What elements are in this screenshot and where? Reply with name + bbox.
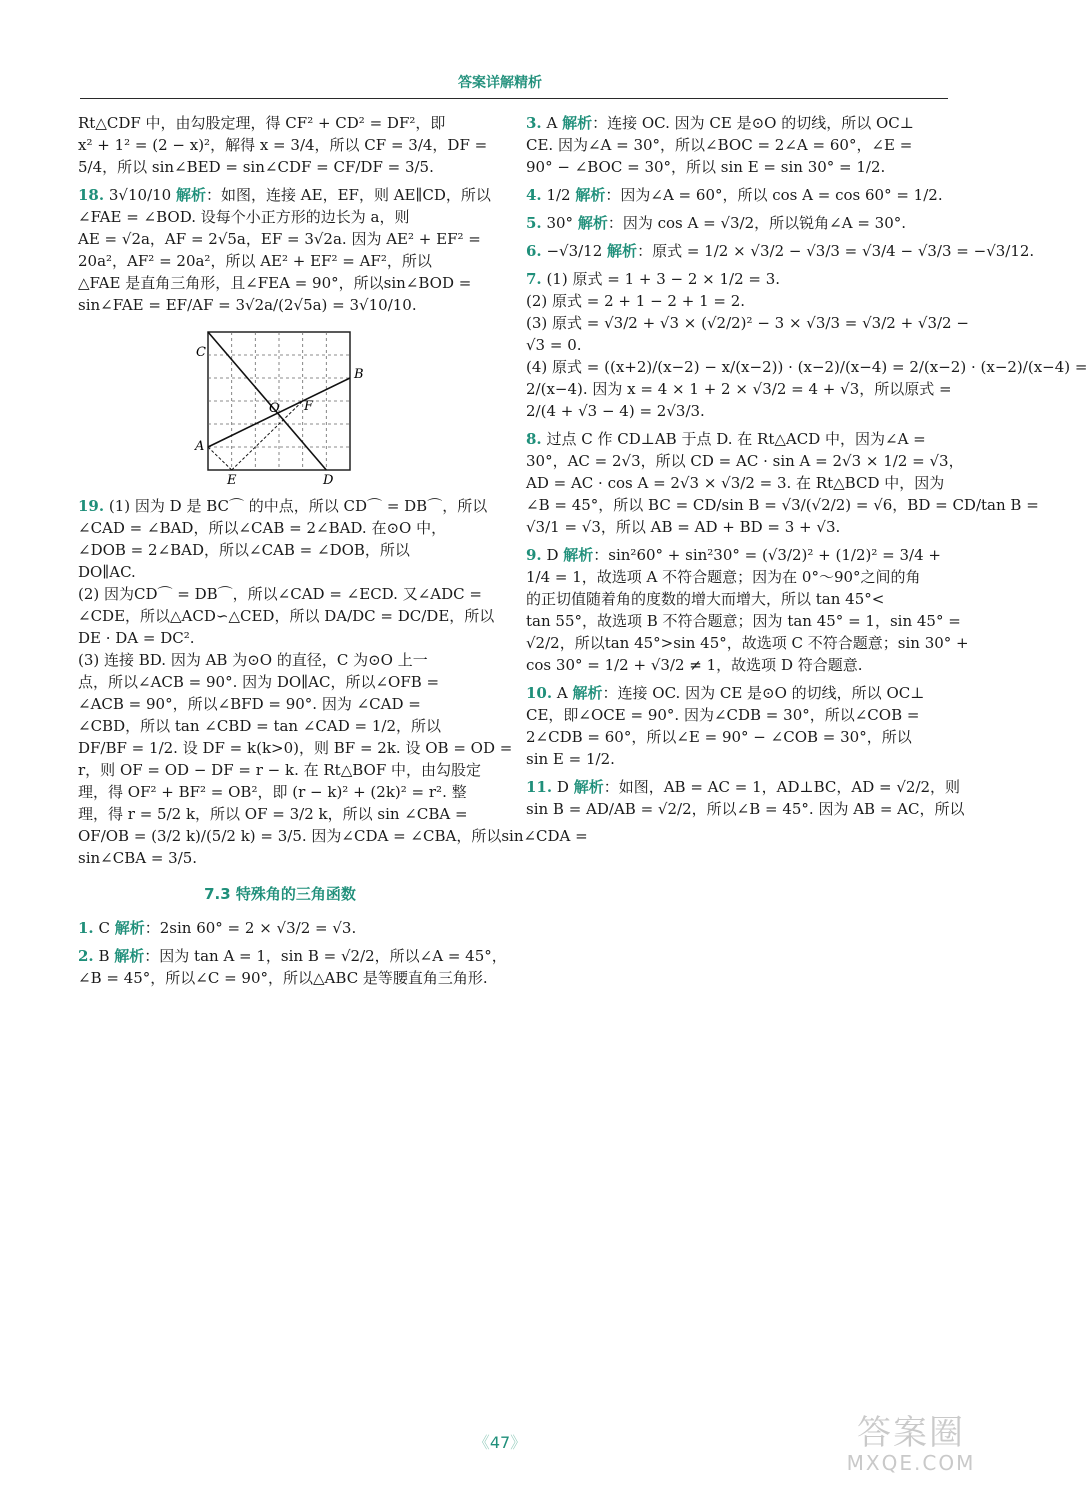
label-A: A: [195, 439, 205, 454]
question-number: 1.: [78, 919, 94, 937]
text: ：因为∠A = 60°，所以 cos A = cos 60° = 1/2.: [605, 186, 943, 204]
text-line: △FAE 是直角三角形，且∠FEA = 90°，所以sin∠BOD =: [78, 274, 472, 292]
text-line: 2∠CDB = 60°，所以∠E = 90° − ∠COB = 30°，所以: [526, 728, 912, 746]
analysis-label: 解析: [563, 546, 594, 564]
text: ：因为 tan A = 1，sin B = √2/2，所以∠A = 45°，: [144, 947, 507, 965]
text-line: [526, 428, 954, 450]
text-line: ∠B = 45°，所以∠C = 90°，所以△ABC 是等腰直角三角形.: [78, 969, 488, 987]
text: ：因为 cos A = √3/2，所以锐角∠A = 30°.: [607, 214, 907, 232]
text-line: 5/4，所以 sin∠BED = sin∠CDF = CF/DF = 3/5.: [78, 158, 434, 176]
text-line: (3) 连接 BD. 因为 AB 为⊙O 的直径，C 为⊙O 上一: [78, 651, 428, 669]
text-line: CE. 因为∠A = 30°，所以∠BOC = 2∠A = 60°，∠E =: [526, 136, 913, 154]
text: ：连接 OC. 因为 CE 是⊙O 的切线，所以 OC⊥: [592, 114, 914, 132]
text-line: (2) 原式 = 2 + 1 − 2 + 1 = 2.: [526, 292, 746, 310]
text-line: AD = AC · cos A = 2√3 × √3/2 = 3. 在 Rt△BCD 中，因为: [526, 474, 945, 492]
text-line: sin B = AD/AB = √2/2，所以∠B = 45°. 因为 AB = AC，所以: [526, 800, 965, 818]
text-line: √2/2，所以tan 45°>sin 45°，故选项 C 不符合题意；sin 30° +: [526, 634, 969, 652]
question-9: [526, 544, 969, 676]
answer: 30°: [546, 214, 574, 232]
question-10: [526, 682, 954, 770]
text-line: [526, 682, 954, 704]
question-1: [78, 917, 482, 939]
text-line: sin∠FAE = EF/AF = 3√2a/(2√5a) = 3√10/10.: [78, 296, 417, 314]
text: ：连接 OC. 因为 CE 是⊙O 的切线，所以 OC⊥: [602, 684, 925, 702]
question-number: 7.: [526, 270, 542, 288]
analysis-label: 解析: [572, 684, 603, 702]
question-5: [526, 212, 954, 234]
question-18: [78, 184, 491, 316]
text: (1) 因为 D 是 BC⌒ 的中点，所以 CD⌒ = DB⌒，所以: [108, 497, 488, 515]
label-D: D: [323, 473, 334, 488]
analysis-label: 解析: [573, 778, 604, 796]
text-line: ∠DOB = 2∠BAD，所以∠CAB = ∠DOB，所以: [78, 541, 410, 559]
text: ：如图，AB = AC = 1，AD⊥BC，AD = √2/2，则: [603, 778, 961, 796]
label-F: F: [304, 399, 314, 414]
text-line: [526, 112, 954, 134]
grid-diagram: [178, 322, 378, 488]
question-number: 9.: [526, 546, 542, 564]
answer: A: [546, 114, 558, 132]
text-line: 90° − ∠BOC = 30°，所以 sin E = sin 30° = 1/2.: [526, 158, 886, 176]
text-line: [526, 240, 1035, 262]
text-line: [526, 776, 961, 798]
analysis-label: 解析: [114, 919, 145, 937]
answer: A: [556, 684, 568, 702]
label-B: B: [354, 367, 364, 382]
section-title: 7.3 特殊角的三角函数: [204, 885, 356, 903]
text-line: ∠ACB = 90°，所以∠BFD = 90°. 因为 ∠CAD =: [78, 695, 421, 713]
analysis-label: 解析: [607, 242, 638, 260]
text-line: 理，得 r = 5/2 k，所以 OF = 3/2 k，所以 sin ∠CBA =: [78, 805, 468, 823]
watermark-logo: 答案圈: [857, 1413, 965, 1453]
text: ：原式 = 1/2 × √3/2 − √3/3 = √3/4 − √3/3 = −√3/12.: [637, 242, 1035, 260]
text-line: OF/OB = (3/2 k)/(5/2 k) = 3/5. 因为∠CDA = ∠CBA，所以sin∠CDA =: [78, 827, 588, 845]
text-line: 20a²，AF² = 20a²，所以 AE² + EF² = AF²，所以: [78, 252, 432, 270]
q17-continuation: [78, 112, 488, 178]
text-line: 点，所以∠ACB = 90°. 因为 DO∥AC，所以∠OFB =: [78, 673, 440, 691]
page-number: [466, 1432, 534, 1454]
text-line: ∠CBD，所以 tan ∠CBD = tan ∠CAD = 1/2，所以: [78, 717, 442, 735]
text-line: 2/(4 + √3 − 4) = 2√3/3.: [526, 402, 705, 420]
analysis-label: 解析: [562, 114, 593, 132]
text-line: [78, 945, 507, 967]
label-O: O: [269, 401, 280, 416]
header-divider: [80, 98, 948, 99]
answer: 3√10/10: [108, 186, 172, 204]
label-E: E: [227, 473, 237, 488]
label-C: C: [196, 345, 206, 360]
text-line: 理，得 OF² + BF² = OB²，即 (r − k)² + (2k)² = r². 整: [78, 783, 467, 801]
text-line: 的正切值随着角的度数的增大而增大，所以 tan 45°<: [526, 590, 885, 608]
geometry-figure: [78, 322, 498, 487]
analysis-label: 解析: [114, 947, 145, 965]
watermark: [836, 1413, 986, 1478]
text-line: AE = √2a，AF = 2√5a，EF = 3√2a. 因为 AE² + EF² =: [78, 230, 481, 248]
question-number: 3.: [526, 114, 542, 132]
text: ：如图，连接 AE，EF，则 AE∥CD，所以: [206, 186, 491, 204]
text-line: r，则 OF = OD − DF = r − k. 在 Rt△BOF 中，由勾股定: [78, 761, 482, 779]
text-line: [526, 212, 954, 234]
text-line: DF/BF = 1/2. 设 DF = k(k>0)，则 BF = 2k. 设 OB = OD =: [78, 739, 513, 757]
bracket-right-icon: 》: [510, 1433, 527, 1452]
question-number: 5.: [526, 214, 542, 232]
question-8: [526, 428, 1039, 538]
text-line: [78, 495, 488, 517]
text-line: ∠CAD = ∠BAD，所以∠CAB = 2∠BAD. 在⊙O 中，: [78, 519, 447, 537]
watermark-url: MXQE.COM: [846, 1451, 976, 1475]
text-line: (2) 因为CD⌒ = DB⌒，所以∠CAD = ∠ECD. 又∠ADC =: [78, 585, 482, 603]
text-line: cos 30° = 1/2 + √3/2 ≠ 1，故选项 D 符合题意.: [526, 656, 863, 674]
question-number: 4.: [526, 186, 542, 204]
question-number: 8.: [526, 430, 542, 448]
answer: D: [546, 546, 559, 564]
text-line: √3 = 0.: [526, 336, 582, 354]
text-line: x² + 1² = (2 − x)²，解得 x = 3/4，所以 CF = 3/4，DF =: [78, 136, 488, 154]
text: (1) 原式 = 1 + 3 − 2 × 1/2 = 3.: [546, 270, 781, 288]
text-line: [526, 544, 954, 566]
text-line: ∠CDE，所以△ACD∽△CED，所以 DA/DC = DC/DE，所以: [78, 607, 495, 625]
text-line: √3/1 = √3，所以 AB = AD + BD = 3 + √3.: [526, 518, 841, 536]
text-line: 30°，AC = 2√3，所以 CD = AC · sin A = 2√3 × 1/2 = √3，: [526, 452, 964, 470]
analysis-label: 解析: [577, 214, 608, 232]
question-number: 18.: [78, 186, 105, 204]
text-line: DE · DA = DC².: [78, 629, 195, 647]
question-number: 2.: [78, 947, 94, 965]
question-7: [526, 268, 1087, 422]
text-line: ∠B = 45°，所以 BC = CD/sin B = √3/(√2/2) = √6，BD = CD/tan B =: [526, 496, 1039, 514]
question-2: [78, 945, 507, 989]
answer: C: [98, 919, 110, 937]
segment-AE: [208, 447, 232, 470]
text-line: sin∠CBA = 3/5.: [78, 849, 198, 867]
right-column: [526, 112, 1087, 826]
header-title: 答案详解精析: [458, 75, 542, 91]
question-number: 19.: [78, 497, 105, 515]
text-line: sin E = 1/2.: [526, 750, 615, 768]
analysis-label: 解析: [575, 186, 606, 204]
text-line: [78, 184, 491, 206]
text-line: [526, 268, 954, 290]
text-line: 2/(x−4). 因为 x = 4 × 1 + 2 × √3/2 = 4 + √3，所以原式 =: [526, 380, 952, 398]
question-11: [526, 776, 965, 820]
text-line: Rt△CDF 中，由勾股定理，得 CF² + CD² = DF²，即: [78, 114, 446, 132]
question-4: [526, 184, 954, 206]
question-6: [526, 240, 1035, 262]
answer: −√3/12: [546, 242, 603, 260]
answer: B: [98, 947, 110, 965]
text: ：sin²60° + sin²30° = (√3/2)² + (1/2)² = 3/4 +: [593, 546, 941, 564]
text-line: [78, 917, 482, 939]
analysis-label: 解析: [176, 186, 207, 204]
question-number: 6.: [526, 242, 542, 260]
text-line: DO∥AC.: [78, 563, 136, 581]
text-line: 1/4 = 1，故选项 A 不符合题意；因为在 0°～90°之间的角: [526, 568, 921, 586]
question-3: [526, 112, 954, 178]
question-number: 10.: [526, 684, 553, 702]
bracket-left-icon: 《: [473, 1433, 490, 1452]
question-number: 11.: [526, 778, 553, 796]
text-line: ∠FAE = ∠BOD. 设每个小正方形的边长为 a，则: [78, 208, 410, 226]
text: 过点 C 作 CD⊥AB 于点 D. 在 Rt△ACD 中，因为∠A =: [546, 430, 926, 448]
text-line: (4) 原式 = ((x+2)/(x−2) − x/(x−2)) · (x−2)/(x−4) = 2/(x−2) · (x−2)/(x−4) =: [526, 358, 1087, 376]
text-line: CE，即∠OCE = 90°. 因为∠CDB = 30°，所以∠COB =: [526, 706, 920, 724]
text-line: [526, 184, 954, 206]
text: ：2sin 60° = 2 × √3/2 = √3.: [144, 919, 357, 937]
segment-EF: [232, 401, 303, 470]
text-line: (3) 原式 = √3/2 + √3 × (√2/2)² − 3 × √3/3 = √3/2 + √3/2 −: [526, 314, 969, 332]
answer: D: [556, 778, 569, 796]
text-line: tan 55°，故选项 B 不符合题意；因为 tan 45° = 1，sin 45° =: [526, 612, 961, 630]
page-number-value: 47: [489, 1433, 511, 1452]
answer: 1/2: [546, 186, 571, 204]
